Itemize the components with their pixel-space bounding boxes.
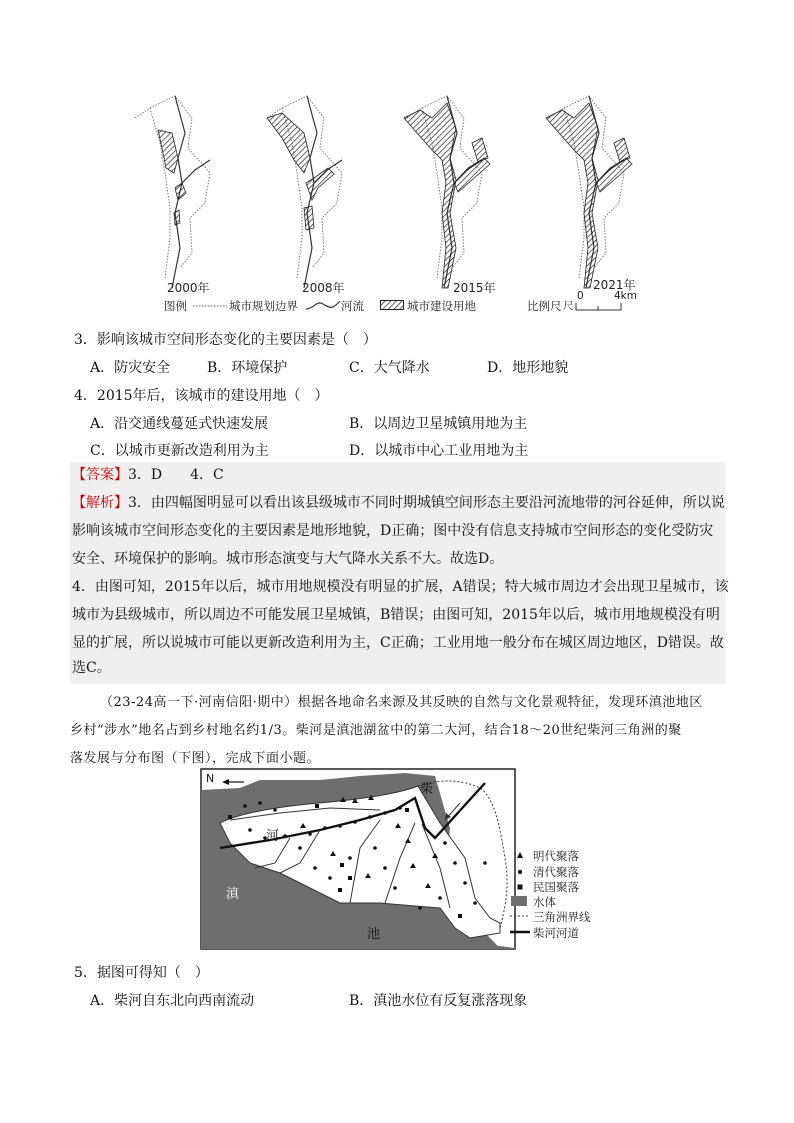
- year-label-2015: 2015年: [453, 281, 496, 295]
- question-3-stem: 3．影响该城市空间形态变化的主要因素是（ ）: [74, 332, 377, 348]
- q5-option-b: B．滇池水位有反复涨落现象: [349, 993, 528, 1009]
- analysis-line-3: 安全、环境保护的影响。城市形态演变与大气降水关系不大。故选D。: [72, 551, 504, 567]
- map-2015: [404, 96, 490, 288]
- ming-legend-icon: [516, 851, 524, 859]
- water-legend-icon: [511, 896, 527, 906]
- legend-water: 水体: [533, 895, 556, 909]
- legend-boundary: 城市规划边界: [229, 299, 298, 313]
- year-label-2021: 2021年: [593, 278, 636, 292]
- answer-text: 3．D 4．C: [128, 467, 224, 483]
- minguo-legend-icon: [516, 883, 524, 891]
- built-land-legend-icon: [380, 300, 404, 310]
- intro-line-3: 落发展与分布图（下图），完成下面小题。: [70, 751, 321, 766]
- question-5-stem: 5．据图可得知（ ）: [74, 965, 209, 981]
- answer-line: [72, 461, 224, 489]
- delta-boundary-legend-icon: [510, 914, 530, 918]
- q3-option-d: D．地形地貌: [487, 360, 569, 376]
- year-label-2008: 2008年: [302, 281, 345, 295]
- q3-option-b: B．环境保护: [207, 360, 288, 376]
- river-channel-legend-icon: [510, 929, 530, 935]
- analysis-line-5: 城市为县级城市，所以周边不可能发展卫星城镇，B错误；由图可知，2015年以后，城市用地规模没有明: [72, 607, 720, 623]
- label-dian: 滇: [226, 887, 240, 902]
- scale-label: 比例尺: [527, 299, 562, 313]
- legend-minguo: 民国聚落: [533, 880, 579, 894]
- year-label-2000: 2000年: [167, 281, 210, 295]
- q3-option-c: C．大气降水: [349, 360, 430, 376]
- legend-delta-boundary: 三角洲界线: [533, 910, 591, 924]
- question-4-stem: 4．2015年后，该城市的建设用地（ ）: [74, 388, 329, 404]
- map-2021: [546, 96, 632, 288]
- legend-ming: 明代聚落: [533, 849, 579, 863]
- scale-zero: 0: [577, 290, 584, 302]
- qing-legend-icon: [516, 868, 524, 876]
- analysis-line-1: 【解析】3．由四幅图明显可以看出该县级城市不同时期城镇空间形态主要沿河流地带的河谷延伸，所以说: [72, 495, 725, 511]
- q4-option-c: C．以城市更新改造利用为主: [90, 443, 269, 459]
- analysis-line-6: 显的扩展，所以说城市可能以更新改造利用为主，C正确；工业用地一般分布在城区周边地区，D错误。故: [72, 635, 724, 651]
- legend-river-channel: 柴河河道: [533, 926, 579, 940]
- delta-settlement-map: [200, 768, 516, 950]
- answer-tag: 【答案】: [72, 467, 128, 483]
- q4-option-b: B．以周边卫星城镇用地为主: [349, 416, 528, 432]
- intro-line-1: （23-24高一下·河南信阳·期中）根据各地命名来源及其反映的自然与文化景观特征，发现环滇池地区: [100, 695, 703, 710]
- q4-option-a: A．沿交通线蔓延式快速发展: [90, 416, 269, 432]
- label-chai: 柴: [420, 782, 434, 797]
- q5-option-a: A．柴河自东北向西南流动: [90, 993, 255, 1009]
- analysis-tag: 【解析】: [72, 495, 128, 511]
- river-legend-icon: [306, 298, 340, 312]
- legend-qing: 清代聚落: [533, 865, 579, 879]
- label-chi: 池: [367, 927, 381, 942]
- map-2008: [267, 96, 342, 288]
- q3-option-a: A．防灾安全: [90, 360, 171, 376]
- map-2000: [135, 96, 210, 288]
- scale-km: 4km: [614, 290, 637, 302]
- legend-title: 图例: [164, 299, 187, 313]
- label-he: 河: [266, 829, 280, 844]
- analysis-line-7: 选C。: [72, 660, 111, 676]
- legend-river: 河流: [341, 299, 364, 313]
- analysis-line-4: 4．由图可知，2015年以后，城市用地规模没有明显的扩展，A错误；特大城市周边才会出现卫星城市，该: [72, 579, 729, 595]
- legend-built-land: 城市建设用地: [407, 299, 476, 313]
- analysis-line-2: 影响该城市空间形态变化的主要因素是地形地貌，D正确；图中没有信息支持城市空间形态的变化受防灾: [72, 523, 714, 539]
- scale-bar: [575, 302, 623, 312]
- intro-line-2: 乡村“涉水”地名占到乡村地名约1/3。柴河是滇池湖盆中的第二大河，结合18～20世纪柴河三角洲的聚: [70, 723, 682, 738]
- boundary-legend-icon: [193, 303, 227, 309]
- q4-option-d: D．以城市中心工业用地为主: [349, 443, 529, 459]
- north-label: N: [206, 772, 215, 785]
